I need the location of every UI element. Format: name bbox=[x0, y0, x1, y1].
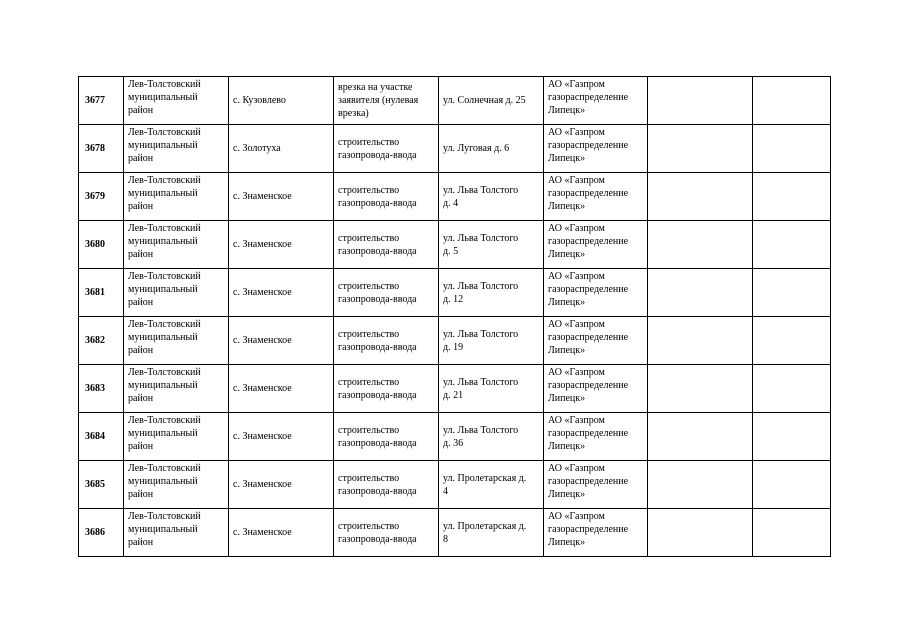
organization-cell: АО «Газпром газораспределение Липецк» bbox=[544, 365, 648, 413]
empty-cell bbox=[648, 77, 753, 125]
empty-cell bbox=[648, 173, 753, 221]
table-row bbox=[79, 173, 831, 221]
empty-cell bbox=[753, 125, 831, 173]
row-number: 3678 bbox=[79, 125, 124, 173]
table-row bbox=[79, 317, 831, 365]
empty-cell bbox=[753, 77, 831, 125]
empty-cell bbox=[648, 413, 753, 461]
address-cell: ул. Пролетарская д. 4 bbox=[439, 461, 544, 509]
table-row bbox=[79, 221, 831, 269]
address-cell: ул. Льва Толстого д. 12 bbox=[439, 269, 544, 317]
table-row bbox=[79, 461, 831, 509]
organization-cell: АО «Газпром газораспределение Липецк» bbox=[544, 269, 648, 317]
work-type-cell: строительство газопровода-ввода bbox=[334, 461, 439, 509]
district-cell: Лев-Толстовский муниципальный район bbox=[124, 77, 229, 125]
work-type-cell: строительство газопровода-ввода bbox=[334, 509, 439, 557]
table-row bbox=[79, 77, 831, 125]
address-cell: ул. Льва Толстого д. 5 bbox=[439, 221, 544, 269]
empty-cell bbox=[753, 173, 831, 221]
district-cell: Лев-Толстовский муниципальный район bbox=[124, 365, 229, 413]
empty-cell bbox=[648, 269, 753, 317]
organization-cell: АО «Газпром газораспределение Липецк» bbox=[544, 461, 648, 509]
table-row bbox=[79, 365, 831, 413]
empty-cell bbox=[648, 221, 753, 269]
row-number: 3682 bbox=[79, 317, 124, 365]
organization-cell: АО «Газпром газораспределение Липецк» bbox=[544, 173, 648, 221]
district-cell: Лев-Толстовский муниципальный район bbox=[124, 317, 229, 365]
village-cell: с. Знаменское bbox=[229, 317, 334, 365]
empty-cell bbox=[753, 413, 831, 461]
empty-cell bbox=[753, 365, 831, 413]
village-cell: с. Знаменское bbox=[229, 221, 334, 269]
district-cell: Лев-Толстовский муниципальный район bbox=[124, 269, 229, 317]
district-cell: Лев-Толстовский муниципальный район bbox=[124, 125, 229, 173]
empty-cell bbox=[753, 221, 831, 269]
village-cell: с. Знаменское bbox=[229, 269, 334, 317]
row-number: 3686 bbox=[79, 509, 124, 557]
empty-cell bbox=[648, 125, 753, 173]
work-type-cell: строительство газопровода-ввода bbox=[334, 365, 439, 413]
empty-cell bbox=[753, 317, 831, 365]
gas-connection-table bbox=[78, 76, 831, 557]
table-row bbox=[79, 413, 831, 461]
work-type-cell: строительство газопровода-ввода bbox=[334, 317, 439, 365]
table-row bbox=[79, 509, 831, 557]
district-cell: Лев-Толстовский муниципальный район bbox=[124, 413, 229, 461]
empty-cell bbox=[648, 509, 753, 557]
address-cell: ул. Луговая д. 6 bbox=[439, 125, 544, 173]
organization-cell: АО «Газпром газораспределение Липецк» bbox=[544, 221, 648, 269]
row-number: 3679 bbox=[79, 173, 124, 221]
district-cell: Лев-Толстовский муниципальный район bbox=[124, 509, 229, 557]
table-row bbox=[79, 269, 831, 317]
row-number: 3680 bbox=[79, 221, 124, 269]
address-cell: ул. Солнечная д. 25 bbox=[439, 77, 544, 125]
district-cell: Лев-Толстовский муниципальный район bbox=[124, 221, 229, 269]
work-type-cell: строительство газопровода-ввода bbox=[334, 269, 439, 317]
empty-cell bbox=[753, 509, 831, 557]
table-body bbox=[79, 77, 831, 557]
village-cell: с. Знаменское bbox=[229, 173, 334, 221]
empty-cell bbox=[648, 365, 753, 413]
empty-cell bbox=[753, 269, 831, 317]
organization-cell: АО «Газпром газораспределение Липецк» bbox=[544, 125, 648, 173]
address-cell: ул. Льва Толстого д. 21 bbox=[439, 365, 544, 413]
village-cell: с. Знаменское bbox=[229, 461, 334, 509]
table-row bbox=[79, 125, 831, 173]
village-cell: с. Знаменское bbox=[229, 413, 334, 461]
organization-cell: АО «Газпром газораспределение Липецк» bbox=[544, 317, 648, 365]
organization-cell: АО «Газпром газораспределение Липецк» bbox=[544, 77, 648, 125]
empty-cell bbox=[753, 461, 831, 509]
empty-cell bbox=[648, 461, 753, 509]
row-number: 3685 bbox=[79, 461, 124, 509]
row-number: 3677 bbox=[79, 77, 124, 125]
village-cell: с. Кузовлево bbox=[229, 77, 334, 125]
village-cell: с. Золотуха bbox=[229, 125, 334, 173]
district-cell: Лев-Толстовский муниципальный район bbox=[124, 461, 229, 509]
work-type-cell: строительство газопровода-ввода bbox=[334, 173, 439, 221]
address-cell: ул. Льва Толстого д. 19 bbox=[439, 317, 544, 365]
row-number: 3684 bbox=[79, 413, 124, 461]
address-cell: ул. Льва Толстого д. 4 bbox=[439, 173, 544, 221]
empty-cell bbox=[648, 317, 753, 365]
row-number: 3681 bbox=[79, 269, 124, 317]
district-cell: Лев-Толстовский муниципальный район bbox=[124, 173, 229, 221]
work-type-cell: строительство газопровода-ввода bbox=[334, 413, 439, 461]
village-cell: с. Знаменское bbox=[229, 365, 334, 413]
village-cell: с. Знаменское bbox=[229, 509, 334, 557]
address-cell: ул. Льва Толстого д. 36 bbox=[439, 413, 544, 461]
work-type-cell: строительство газопровода-ввода bbox=[334, 221, 439, 269]
row-number: 3683 bbox=[79, 365, 124, 413]
work-type-cell: врезка на участке заявителя (нулевая врезка) bbox=[334, 77, 439, 125]
organization-cell: АО «Газпром газораспределение Липецк» bbox=[544, 509, 648, 557]
address-cell: ул. Пролетарская д. 8 bbox=[439, 509, 544, 557]
organization-cell: АО «Газпром газораспределение Липецк» bbox=[544, 413, 648, 461]
work-type-cell: строительство газопровода-ввода bbox=[334, 125, 439, 173]
